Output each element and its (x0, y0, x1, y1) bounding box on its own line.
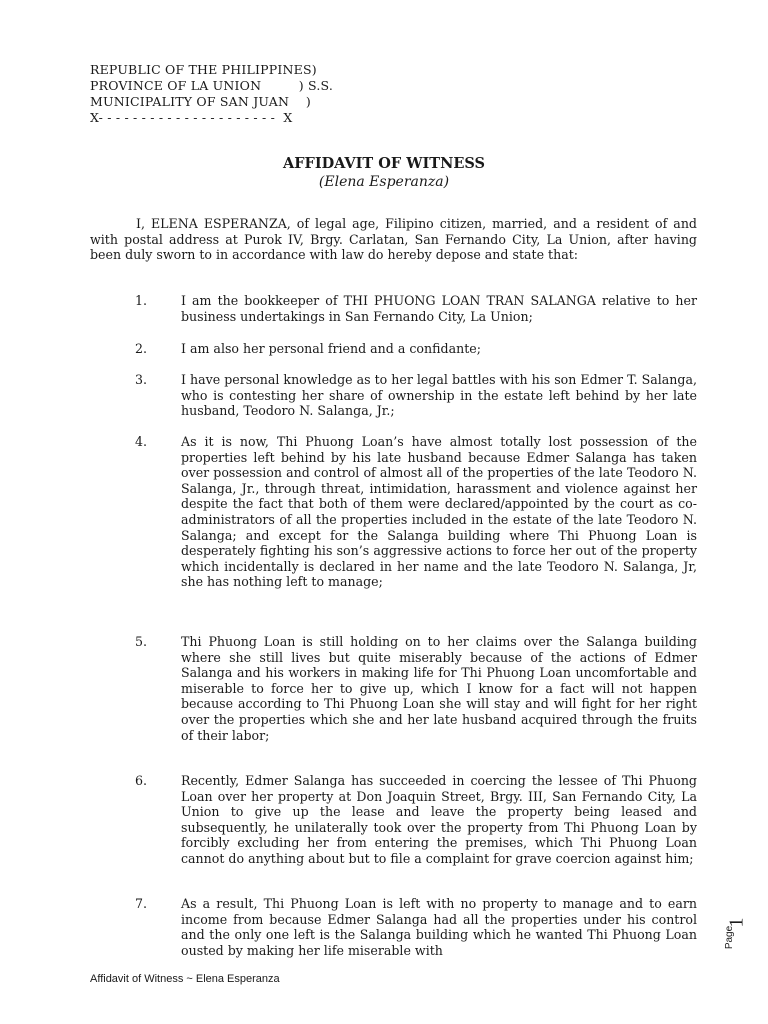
numbered-paragraph (135, 372, 697, 419)
paragraph-text: As a result, Thi Phuong Loan is left with no property to manage and to earn income from because Edmer Salanga had all the properties under his control and the only one left is the Salanga building which he wanted Thi Phuong Loan ousted by making her life miserable with (181, 896, 697, 958)
paragraph-number: 5. (135, 634, 148, 649)
paragraph-text: As it is now, Thi Phuong Loan’s have almost totally lost possession of the properties left behind by his late husband because Edmer Salanga has taken over possession and control of almost all of the properties of the late Teodoro N. Salanga, Jr., through threat, intimidation, harassment and violence against her despite the fact that both of them were declared/appointed by the court as co-administrators of all the properties included in the estate of the late Teodoro N. Salanga; and except for the Salanga building where Thi Phuong Loan is desperately fighting his son’s aggressive actions to force her out of the property which incidentally is declared in her name and the late Teodoro N. Salanga, Jr, she has nothing left to manage; (181, 434, 697, 590)
document-subtitle: (Elena Esperanza) (318, 174, 450, 190)
paragraph-number: 3. (135, 372, 148, 387)
paragraph-text: Thi Phuong Loan is still holding on to her claims over the Salanga building where she still lives but quite miserably because of the actions of Edmer Salanga and his workers in making life for Thi Phuong Loan uncomfortable and miserable to force her to give up, which I know for a fact will not happen because according to Thi Phuong Loan she will stay and will fight for her right over the properties which she and her late husband acquired through the fruits of their labor; (181, 634, 697, 743)
page-footer: Affidavit of Witness ~ Elena Esperanza (90, 973, 280, 985)
paragraph-number: 2. (135, 341, 148, 356)
paragraph-text: I have personal knowledge as to her legal battles with his son Edmer T. Salanga, who is contesting her share of ownership in the estate left behind by her late husband, Teodoro N. Salanga, Jr.; (181, 372, 697, 419)
paragraph-number: 6. (135, 773, 148, 788)
numbered-paragraph (135, 341, 697, 357)
numbered-paragraph (135, 434, 697, 590)
paragraph-number: 1. (135, 293, 148, 308)
numbered-paragraph (135, 634, 697, 743)
page-label: Page (724, 925, 736, 950)
caption-line: X- - - - - - - - - - - - - - - - - - - - - X (90, 110, 293, 125)
document-title: AFFIDAVIT OF WITNESS (282, 155, 486, 172)
page-number: 1 (725, 917, 748, 928)
paragraph-number: 4. (135, 434, 148, 449)
page-number-mark (724, 915, 750, 955)
intro-paragraph: I, ELENA ESPERANZA, of legal age, Filipino citizen, married, and a resident of and with postal address at Purok IV, Brgy. Carlatan, San Fernando City, La Union, after having been duly sworn to in accordance with law do hereby depose and state that: (90, 216, 697, 263)
caption-line: REPUBLIC OF THE PHILIPPINES) (90, 62, 317, 77)
numbered-paragraph (135, 896, 697, 958)
paragraph-number: 7. (135, 896, 148, 911)
caption-line: MUNICIPALITY OF SAN JUAN ) (90, 94, 311, 109)
paragraph-text: I am the bookkeeper of THI PHUONG LOAN TRAN SALANGA relative to her business undertakings in San Fernando City, La Union; (181, 293, 697, 324)
caption-line: PROVINCE OF LA UNION ) S.S. (90, 78, 333, 93)
paragraph-text: Recently, Edmer Salanga has succeeded in coercing the lessee of Thi Phuong Loan over her property at Don Joaquin Street, Brgy. III, San Fernando City, La Union to give up the lease and leave the property being leased and subsequently, he unilaterally took over the property from Thi Phuong Loan by forcibly excluding her from entering the premises, which Thi Phuong Loan cannot do anything about but to file a complaint for grave coercion against him; (181, 773, 697, 866)
case-caption (90, 62, 333, 126)
numbered-paragraph (135, 293, 697, 324)
numbered-paragraph (135, 773, 697, 867)
paragraph-text: I am also her personal friend and a confidante; (181, 341, 481, 356)
